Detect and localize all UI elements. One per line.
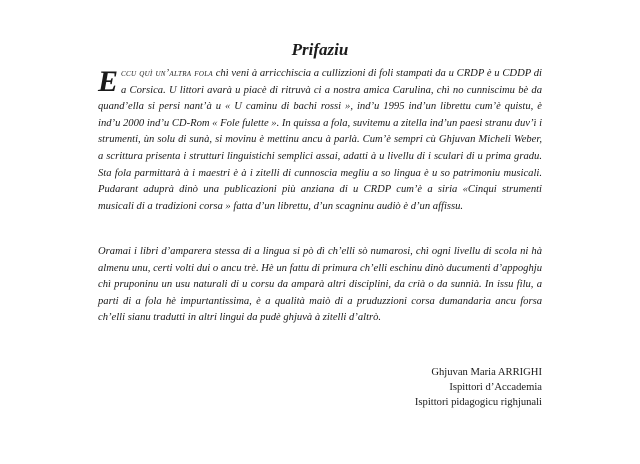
paragraph-second: Oramai i libri d’amparera stessa di a lingua si pò dì ch’elli sò numarosi, chì ogni livellu di scola ni hà almenu unu, certi volti dui o ancu trè. Hè un fattu di primura ch’elli eschinu dinò ducumenti d’appoghju chì pruponinu un usu naturali di u corsu da amparà altri disciplini, da crià o da sunnià. In issu filu, a parti di a fola hè impurtantissima, è a qualità maiò di a pruduzzioni corsa dumandaria ancu forsa ch’elli sianu tradutti in altri lingui da pudè ghjuvà à zitelli d’altrò. — [98, 246, 542, 324]
paragraph-intro — [98, 66, 542, 215]
page-title: Prifaziu — [291, 40, 349, 59]
signature-role-1: Ispittori d’Accademia — [449, 382, 542, 393]
dropcap-letter: E — [98, 65, 119, 98]
signature-block — [415, 365, 542, 410]
signature-name: Ghjuvan Maria ARRIGHI — [431, 367, 542, 378]
intro-smallcaps: ccu quì un’altra fola — [121, 68, 213, 79]
intro-text: chì veni à arricchiscia a cullizzioni di foli stampati da u CRDP è u CDDP di a Corsica. U littori avarà u piacè di ritruvà ci a nostra amica Carulina, chì no cunniscimu bè da quand’ella si persi nant’à u « U caminu di bachi rossi », ind’u 1995 ind’un librettu cum’è quistu, è ind’u 2000 ind’u CD-Rom « Fole fulette ». In quissa a fola, suvitemu a zitella ind’un paesi stranu duv’ì i strumenti, ùn solu di sunà, si movinu è mettinu ancu à parlà. Cum’è sempri cù Ghjuvan Micheli Weber, a scrittura prisenta i strutturi linguistichi semplici assai, adatti à u livellu di i sculari di u prima gradu. Sta fola parmittarà à i maestri è à i zitelli di cunnoscia megliu a so lingua è u so patrimoniu musicali. Pudarant aduprà dinò una publicazioni più anziana di u CRDP cum’è a siria «Cinqui strumenti musicali di a tradizioni corsa » fatta d’un librettu, d’un scagninu audiò è d’un affissu. — [98, 68, 543, 212]
signature-role-2: Ispittori pidagogicu righjunali — [414, 397, 542, 408]
